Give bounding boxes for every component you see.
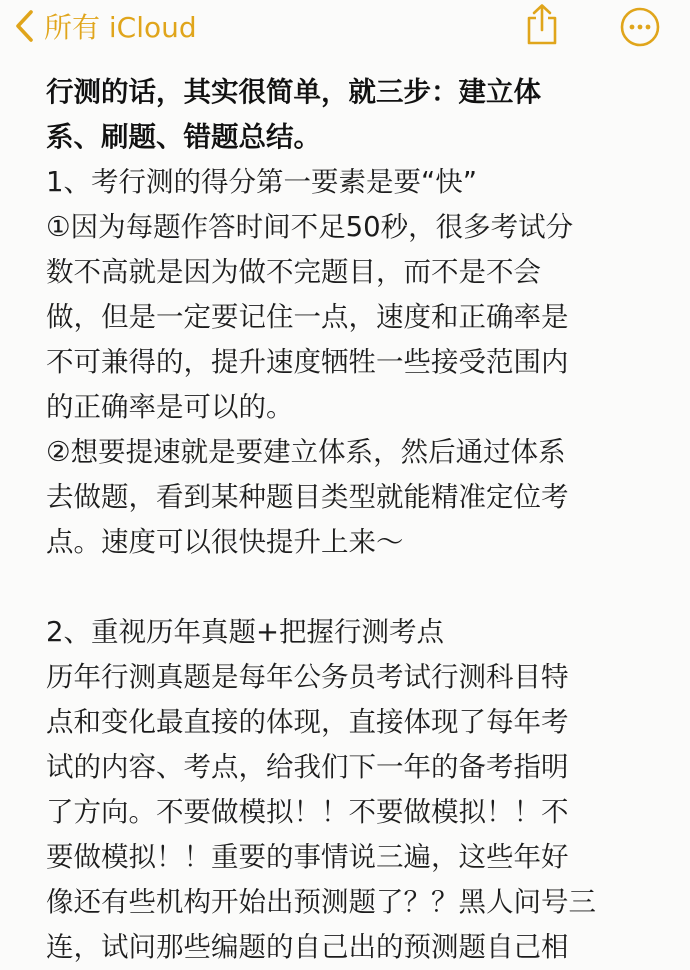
- back-label: 所有 iCloud: [44, 11, 197, 44]
- navigation-bar: [0, 0, 690, 62]
- note-line: 要做模拟！！重要的事情说三遍，这些年好: [46, 841, 569, 873]
- chevron-left-icon: [14, 9, 34, 43]
- note-line: 像还有些机构开始出预测题了？？黑人问号三: [46, 886, 596, 918]
- note-title-line: 行测的话，其实很简单，就三步：建立体: [46, 76, 541, 108]
- share-icon: [522, 2, 562, 46]
- note-line: 不可兼得的，提升速度牺牲一些接受范围内: [46, 346, 569, 378]
- note-line: 连，试问那些编题的自己出的预测题自己相: [46, 931, 569, 963]
- note-line: 数不高就是因为做不完题目，而不是不会: [46, 256, 541, 288]
- note-line: 点。速度可以很快提升上来～: [46, 526, 404, 558]
- note-body[interactable]: [46, 70, 656, 970]
- note-line: 的正确率是可以的。: [46, 391, 294, 423]
- note-line: 试的内容、考点，给我们下一年的备考指明: [46, 751, 569, 783]
- note-line: 1、考行测的得分第一要素是要“快”: [46, 166, 477, 198]
- note-line: 2、重视历年真题+把握行测考点: [46, 616, 445, 648]
- note-line: 去做题，看到某种题目类型就能精准定位考: [46, 481, 569, 513]
- more-button[interactable]: [619, 6, 661, 48]
- note-line: 点和变化最直接的体现，直接体现了每年考: [46, 706, 569, 738]
- back-button[interactable]: [14, 6, 197, 46]
- note-line: ②想要提速就是要建立体系，然后通过体系: [46, 436, 566, 468]
- blank-line: [46, 565, 656, 610]
- note-line: 历年行测真题是每年公务员考试行测科目特: [46, 661, 569, 693]
- note-title-line: 系、刷题、错题总结。: [46, 121, 321, 153]
- note-line: 做，但是一定要记住一点，速度和正确率是: [46, 301, 569, 333]
- share-button[interactable]: [522, 2, 562, 46]
- note-line: 了方向。不要做模拟！！不要做模拟！！不: [46, 796, 569, 828]
- note-line: ①因为每题作答时间不足50秒，很多考试分: [46, 211, 574, 243]
- ellipsis-circle-icon: [619, 6, 661, 48]
